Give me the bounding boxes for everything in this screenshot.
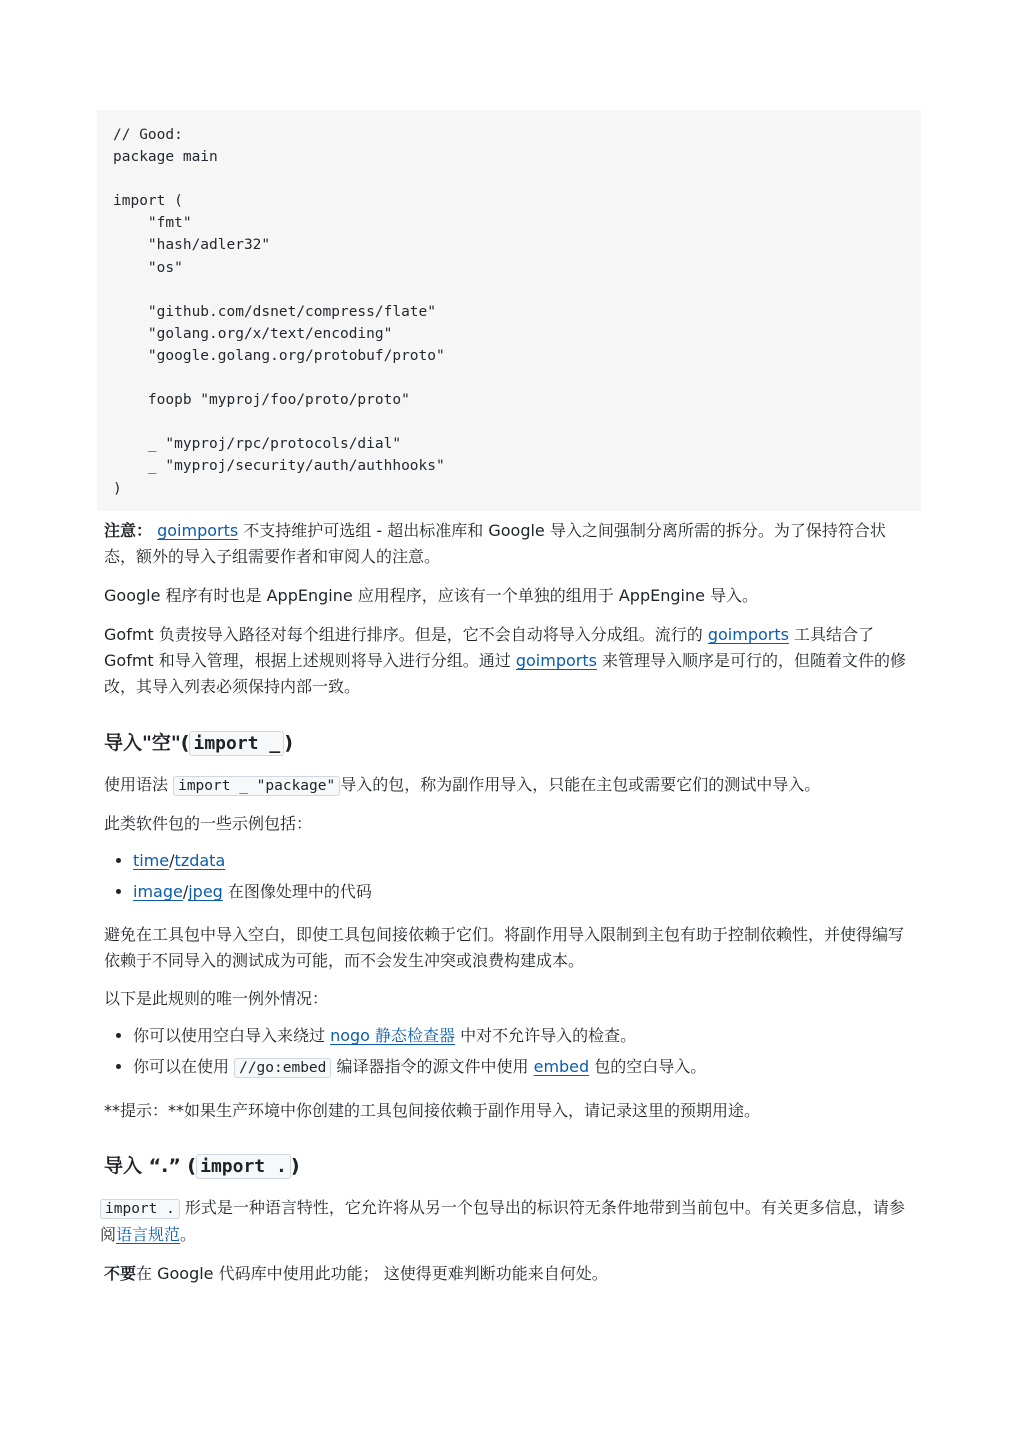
- exception-text: 你可以使用空白导入来绕过: [133, 1026, 331, 1045]
- gofmt-text-2: 工具结合了 Gofmt 和导入管理，根据上述规则将导入进行分组。通过: [104, 625, 875, 670]
- code-line: "fmt": [113, 215, 192, 232]
- goimports-link[interactable]: goimports: [515, 651, 597, 670]
- gofmt-text-1: Gofmt 负责按导入路径对每个组进行排序。但是，它不会自动将导入分成组。流行的: [104, 625, 708, 644]
- heading-dot-text: 导入 “.” (: [104, 1155, 197, 1177]
- jpeg-link[interactable]: jpeg: [188, 882, 223, 901]
- code-line: [113, 367, 905, 389]
- blank-code: import _ "package": [173, 776, 340, 796]
- note-label: 注意：: [104, 521, 153, 540]
- code-line: foopb "myproj/foo/proto/proto": [113, 392, 410, 409]
- list-item: [133, 1054, 916, 1081]
- go-embed-code: //go:embed: [234, 1058, 331, 1078]
- time-link[interactable]: time: [133, 851, 170, 870]
- code-line: "golang.org/x/text/encoding": [113, 325, 393, 342]
- blank-import-paragraph: [104, 772, 916, 799]
- list-item: [133, 848, 916, 874]
- code-line: "github.com/dsnet/compress/flate": [113, 303, 437, 320]
- code-line: import (: [113, 193, 183, 210]
- dont-label: 不要: [104, 1264, 137, 1283]
- examples-intro: 此类软件包的一些示例包括：: [104, 814, 313, 833]
- code-line: package main: [113, 149, 218, 166]
- tip-paragraph: **提示：**如果生产环境中你创建的工具包间接依赖于副作用导入，请记录这里的预期用途。: [104, 1101, 761, 1120]
- code-line: // Good:: [113, 127, 183, 143]
- gofmt-text-3: 来管理导入顺序是可行的，但随着文件的修改，其导入列表必须保持内部一致。: [104, 651, 907, 696]
- code-line: _ "myproj/rpc/protocols/dial": [113, 436, 402, 453]
- code-line: [113, 411, 905, 433]
- note-text: 不支持维护可选组 - 超出标准库和 Google 导入之间强制分离所需的拆分。为了保持符合状态，额外的导入子组需要作者和审阅人的注意。: [104, 521, 886, 566]
- nogo-link[interactable]: nogo 静态检查器: [330, 1026, 456, 1045]
- blank-text-1: 使用语法: [104, 775, 174, 794]
- exception-text: 中对不允许导入的检查。: [455, 1026, 637, 1045]
- path-separator: /: [169, 851, 175, 870]
- dot-import-paragraph: [100, 1195, 916, 1248]
- dont-text: 在 Google 代码库中使用此功能； 这使得更难判断功能来自何处。: [136, 1264, 608, 1283]
- exception-text: 包的空白导入。: [589, 1057, 707, 1076]
- code-line: _ "myproj/security/auth/authhooks": [113, 458, 445, 475]
- heading-blank-code: import _: [189, 731, 284, 756]
- list-item: [133, 1023, 916, 1049]
- content: [100, 518, 916, 1287]
- code-line: "google.golang.org/protobuf/proto": [113, 347, 445, 364]
- heading-dot-import: [104, 1152, 916, 1181]
- embed-link[interactable]: embed: [533, 1057, 590, 1076]
- code-line: ): [113, 480, 122, 497]
- blank-text-2: 导入的包，称为副作用导入，只能在主包或需要它们的测试中导入。: [340, 775, 821, 794]
- heading-blank-close: ): [284, 732, 293, 754]
- dot-text-1: 形式是一种语言特性，它允许将从另一个包导出的标识符无条件地带到当前包中。有关更多信息，请参阅: [100, 1198, 905, 1244]
- dot-text-2: 。: [180, 1225, 197, 1244]
- dot-code: import .: [100, 1199, 180, 1219]
- appengine-paragraph: Google 程序有时也是 AppEngine 应用程序，应该有一个单独的组用于 AppEngine 导入。: [104, 586, 759, 605]
- list-item: [133, 879, 916, 905]
- example-suffix: 在图像处理中的代码: [222, 882, 372, 901]
- avoid-paragraph: 避免在工具包中导入空白，即使工具包间接依赖于它们。将副作用导入限制到主包有助于控制依赖性，并使得编写依赖于不同导入的测试成为可能，而不会发生冲突或浪费构建成本。: [104, 925, 905, 970]
- heading-blank-import: [104, 729, 916, 758]
- code-line: [113, 279, 905, 301]
- code-line: "hash/adler32": [113, 237, 271, 254]
- exception-text: 你可以在使用: [133, 1057, 235, 1076]
- language-spec-link[interactable]: 语言规范: [116, 1225, 181, 1244]
- gofmt-paragraph: [104, 622, 916, 700]
- heading-dot-code: import .: [196, 1154, 291, 1179]
- heading-blank-text: 导入"空"(: [104, 732, 190, 754]
- code-line: "os": [113, 259, 183, 276]
- code-block: [97, 110, 921, 511]
- tzdata-link[interactable]: tzdata: [174, 851, 226, 870]
- exception-text: 编译器指令的源文件中使用: [331, 1057, 534, 1076]
- heading-dot-close: ): [290, 1155, 300, 1177]
- goimports-link[interactable]: goimports: [707, 625, 789, 644]
- image-link[interactable]: image: [133, 882, 183, 901]
- examples-list: [104, 848, 916, 905]
- note-paragraph: [104, 518, 916, 570]
- path-separator: /: [182, 882, 189, 901]
- exceptions-list: [104, 1023, 916, 1081]
- dont-paragraph: [104, 1261, 916, 1287]
- code-line: [113, 168, 905, 190]
- exceptions-intro: 以下是此规则的唯一例外情况：: [104, 989, 329, 1008]
- goimports-link[interactable]: goimports: [157, 521, 239, 540]
